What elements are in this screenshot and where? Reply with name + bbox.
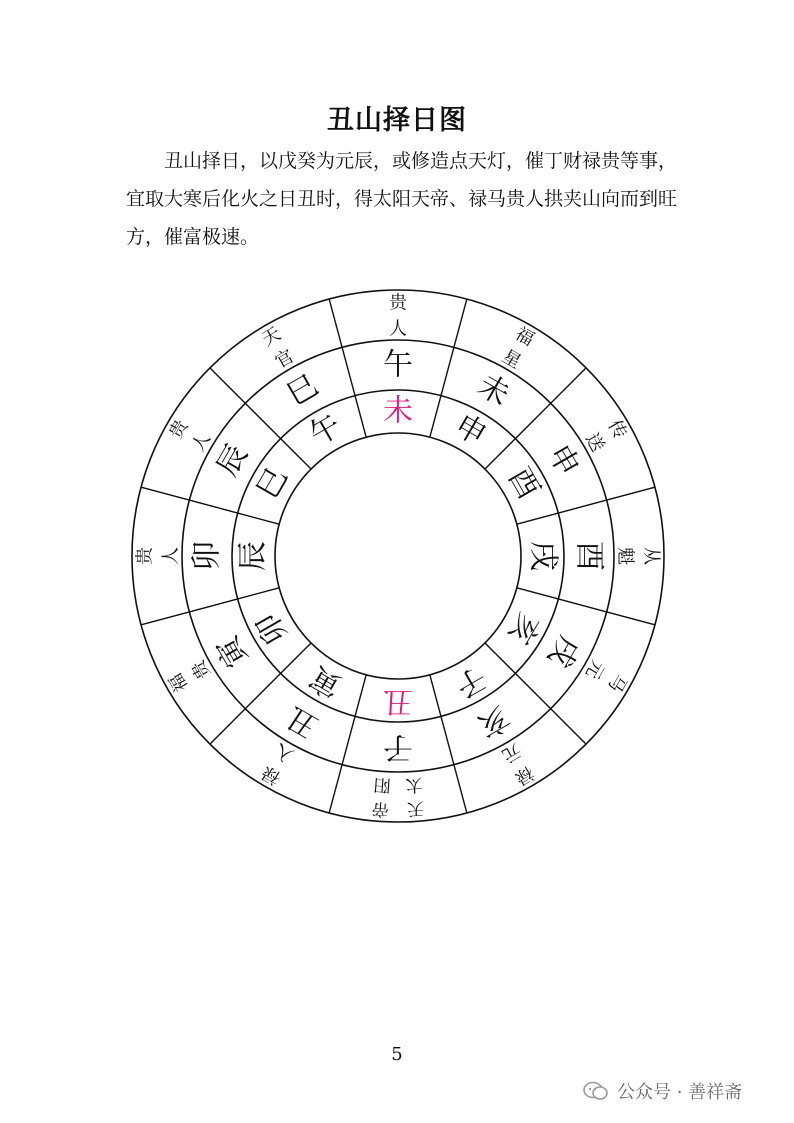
inner-ring-label: 酉 bbox=[500, 461, 547, 506]
inner-ring-label: 午 bbox=[303, 407, 348, 454]
outer-ring-divider bbox=[210, 368, 245, 403]
outer-ring-divider bbox=[454, 765, 467, 813]
middle-ring-label: 戌 bbox=[540, 629, 587, 674]
outer-ring-label: 人 bbox=[187, 429, 216, 456]
inner-ring-divider bbox=[485, 439, 515, 469]
middle-ring-label: 亥 bbox=[471, 698, 516, 745]
inner-ring-divider bbox=[355, 396, 366, 438]
inner-ring-divider bbox=[238, 513, 280, 524]
outer-ring-label: 从 bbox=[640, 547, 662, 565]
outer-ring-label: 元 bbox=[498, 738, 525, 767]
outer-ring-divider bbox=[141, 487, 189, 500]
page-number: 5 bbox=[391, 1044, 403, 1065]
outer-ring-label: 魁 bbox=[614, 547, 636, 565]
outer-ring-label: 贵 bbox=[134, 547, 156, 565]
middle-ring-divider bbox=[245, 403, 280, 438]
outer-ring-char: 阳 bbox=[372, 773, 392, 796]
inner-ring-divider bbox=[485, 643, 515, 673]
outer-ring-label: 人 bbox=[389, 318, 407, 340]
outer-ring-label: 马 bbox=[603, 669, 631, 696]
inner-ring-divider bbox=[517, 588, 559, 599]
inner-ring-divider bbox=[355, 675, 366, 717]
middle-ring-divider bbox=[441, 716, 454, 764]
inner-ring-label: 丑 bbox=[383, 683, 413, 719]
outer-ring-divider bbox=[141, 612, 189, 625]
middle-ring-label: 未 bbox=[471, 367, 516, 414]
outer-ring-divider bbox=[329, 765, 342, 813]
outer-ring-divider bbox=[607, 487, 655, 500]
middle-ring-divider bbox=[342, 347, 355, 395]
middle-ring-divider bbox=[189, 500, 237, 513]
outer-ring-label: 天 bbox=[258, 323, 285, 351]
inner-ring-label: 子 bbox=[448, 658, 493, 705]
middle-ring-label: 申 bbox=[540, 438, 587, 483]
outer-ring-divider bbox=[607, 612, 655, 625]
outer-ring-label: 入 bbox=[271, 738, 298, 767]
outer-ring-label: 元 bbox=[580, 656, 609, 683]
inner-ring-label: 巳 bbox=[249, 461, 296, 506]
inner-ring-divider bbox=[517, 513, 559, 524]
outer-ring-divider bbox=[329, 299, 342, 347]
inner-ring-label: 未 bbox=[383, 393, 413, 429]
outer-ring-label: 禄 bbox=[511, 761, 538, 789]
inner-ring-label: 寅 bbox=[303, 658, 348, 705]
middle-ring-divider bbox=[558, 500, 606, 513]
outer-ring-divider bbox=[210, 709, 245, 744]
outer-ring-char: 天 bbox=[406, 797, 425, 819]
outer-ring-label: 传 bbox=[603, 416, 631, 443]
middle-ring-label: 寅 bbox=[209, 629, 256, 674]
middle-ring-label: 午 bbox=[383, 347, 413, 383]
outer-ring-divider bbox=[551, 709, 586, 744]
outer-ring-label: 贵 bbox=[165, 416, 193, 443]
middle-ring-label: 酉 bbox=[571, 541, 607, 571]
middle-ring-label: 卯 bbox=[189, 541, 225, 571]
inner-ring-divider bbox=[430, 396, 441, 438]
outer-ring-divider bbox=[551, 368, 586, 403]
middle-ring-label: 子 bbox=[383, 729, 413, 765]
middle-ring-label: 辰 bbox=[209, 438, 256, 483]
wechat-icon bbox=[583, 1081, 609, 1101]
inner-ring-divider bbox=[281, 643, 311, 673]
outer-ring-label: 福 bbox=[511, 323, 538, 351]
middle-ring-divider bbox=[189, 599, 237, 612]
middle-ring-divider bbox=[441, 347, 454, 395]
middle-ring-label: 丑 bbox=[280, 698, 325, 745]
outer-ring-label: 人 bbox=[160, 547, 182, 565]
inner-ring-label: 卯 bbox=[249, 606, 296, 651]
middle-ring-divider bbox=[515, 673, 550, 708]
middle-ring-divider bbox=[558, 599, 606, 612]
outer-ring-char: 太 bbox=[404, 773, 424, 796]
outer-ring-label: 官 bbox=[271, 345, 298, 374]
inner-ring-label: 戌 bbox=[525, 541, 561, 571]
inner-ring-divider bbox=[430, 675, 441, 717]
intro-paragraph: 丑山择日，以戊癸为元辰，或修造点天灯，催丁财禄贵等事，宜取大寒后化火之日丑时，得太阳天帝、禄马贵人拱夹山向而到旺方，催富极速。 bbox=[126, 150, 678, 248]
outer-ring-label: 贵 bbox=[187, 656, 216, 683]
page-title: 丑山择日图 bbox=[327, 105, 467, 136]
ring-circle-3 bbox=[275, 433, 521, 679]
outer-ring-divider bbox=[454, 299, 467, 347]
middle-ring-divider bbox=[515, 403, 550, 438]
middle-ring-label: 巳 bbox=[280, 367, 325, 414]
inner-ring-label: 辰 bbox=[235, 541, 271, 571]
outer-ring-label: 贵 bbox=[389, 292, 407, 314]
middle-ring-divider bbox=[245, 673, 280, 708]
outer-ring-label: 送 bbox=[580, 429, 609, 456]
inner-ring-divider bbox=[281, 439, 311, 469]
outer-ring-char: 帝 bbox=[371, 797, 390, 819]
watermark-text: 公众号 · 善祥斋 bbox=[617, 1082, 743, 1103]
middle-ring-divider bbox=[342, 716, 355, 764]
outer-ring-label: 禄 bbox=[258, 761, 285, 789]
inner-ring-label: 亥 bbox=[500, 606, 547, 651]
outer-ring-label bbox=[371, 774, 425, 819]
outer-ring-label: 星 bbox=[498, 345, 525, 374]
outer-ring-label: 福 bbox=[165, 669, 193, 696]
watermark bbox=[583, 1078, 742, 1104]
inner-ring-label: 申 bbox=[448, 407, 493, 454]
inner-ring-divider bbox=[238, 588, 280, 599]
